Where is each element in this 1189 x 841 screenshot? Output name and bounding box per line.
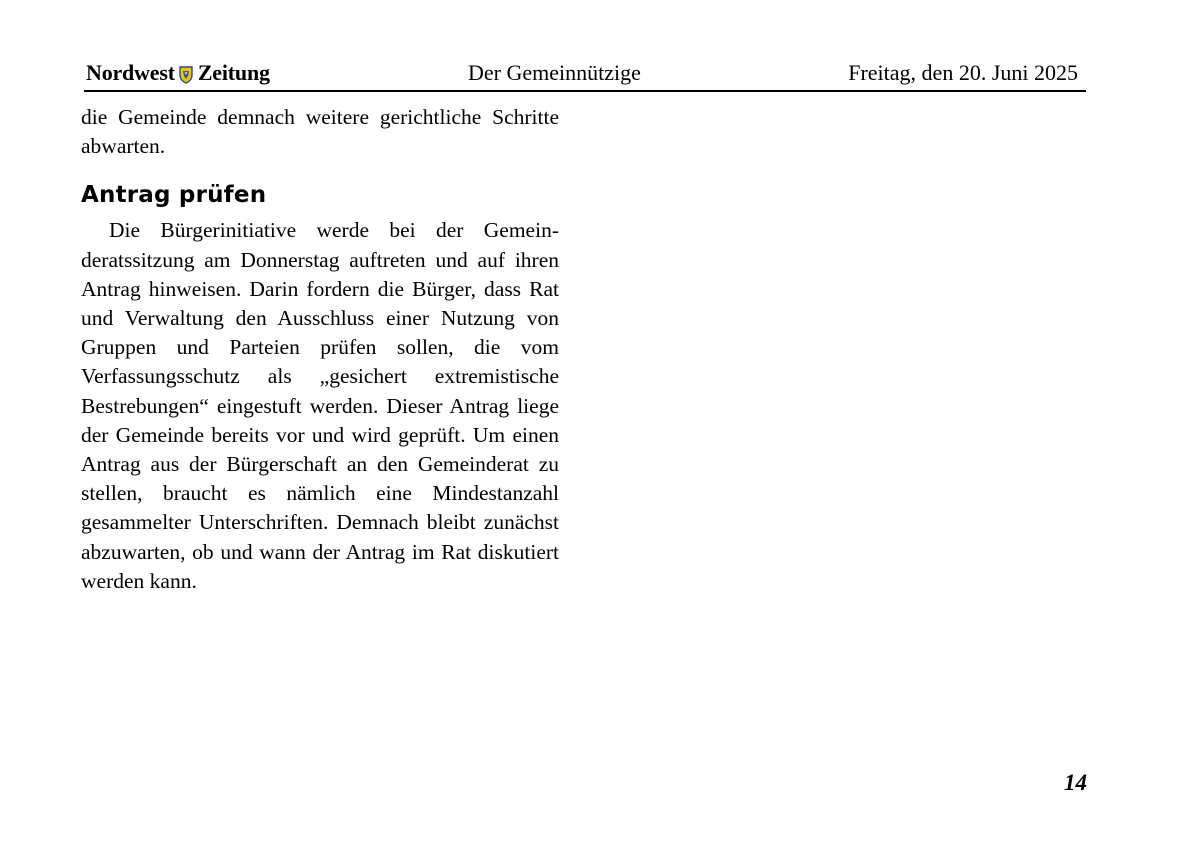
masthead-left-word: Nordwest xyxy=(86,60,175,85)
page-header xyxy=(84,58,1086,92)
page-number: 14 xyxy=(1064,770,1087,795)
section-name: Der Gemeinnützige xyxy=(468,60,641,85)
newspaper-masthead xyxy=(86,60,270,86)
article-column xyxy=(81,103,559,596)
coat-of-arms-icon xyxy=(179,64,193,82)
continued-paragraph: die Gemeinde demnach weitere gerichtliche Schritte abwarten. xyxy=(81,105,559,159)
article-subheading: Antrag prüfen xyxy=(81,182,267,209)
masthead-right-word: Zeitung xyxy=(197,60,270,85)
issue-date: Freitag, den 20. Juni 2025 xyxy=(848,60,1078,85)
article-paragraph: Die Bürgerinitiative werde bei der Gemeinderatssitzung am Donnerstag auftreten und auf ihren Antrag hinweisen. Darin fordern die Bürger, dass Rat und Verwaltung den Ausschluss einer Nutzung von Gruppen und Parteien prüfen sollen, die vom Verfassungsschutz als „gesichert extremistische Bestrebungen“ eingestuft werden. Dieser Antrag liege der Gemeinde bereits vor und wird geprüft. Um einen Antrag aus der Bürgerschaft an den Gemeinderat zu stellen, braucht es nämlich eine Mindestanzahl gesammelter Unterschriften. Demnach bleibt zunächst abzuwarten, ob und wann der Antrag im Rat diskutiert werden kann. xyxy=(81,218,559,593)
